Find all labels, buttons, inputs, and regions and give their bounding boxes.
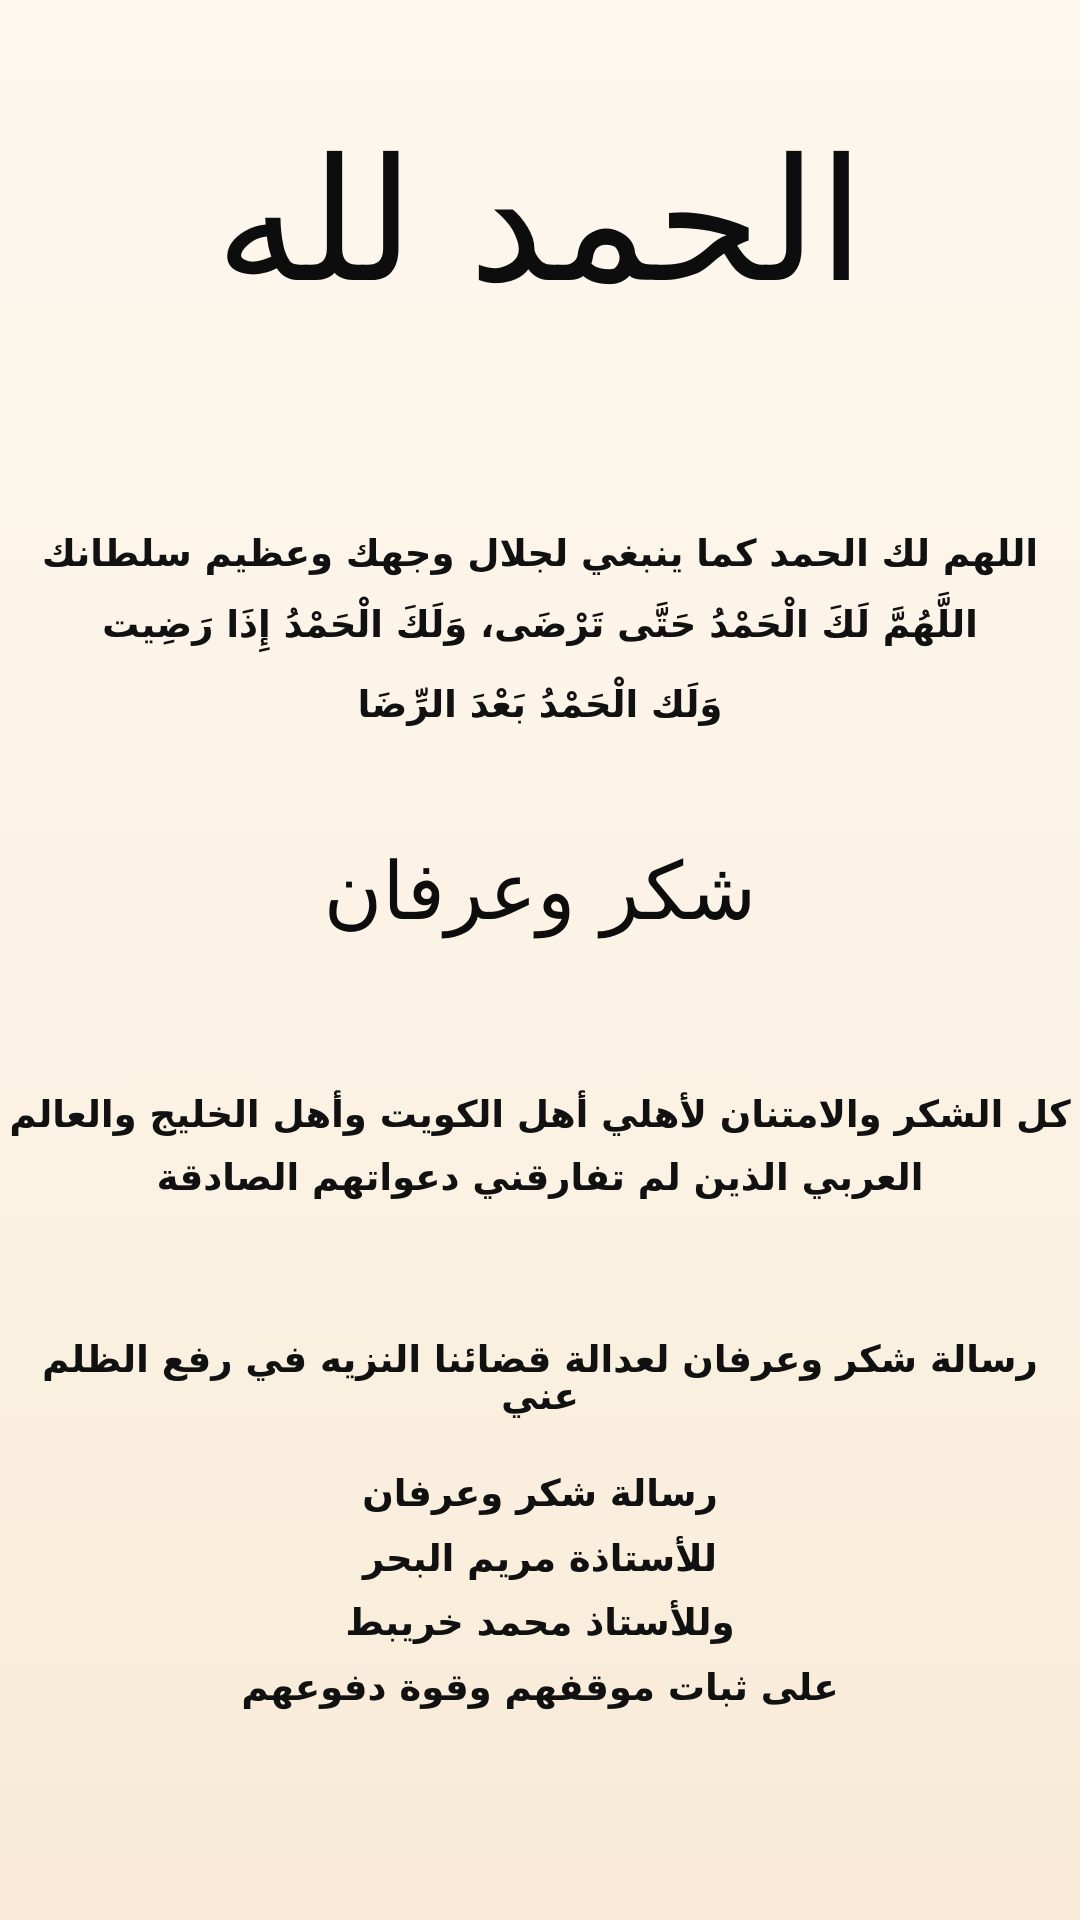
prayer-line-1: اللهم لك الحمد كما ينبغي لجلال وجهك وعظيم سلطانك (41, 532, 1039, 575)
alhamdulillah-calligraphy: الحمد لله (215, 123, 865, 321)
justice-line: رسالة شكر وعرفان لعدالة قضائنا النزيه في رفع الظلم عني (42, 1338, 1038, 1418)
prayer-line-3: وَلَك الْحَمْدُ بَعْدَ الرِّضَا (357, 683, 723, 726)
closing-line-1: رسالة شكر وعرفان (362, 1472, 718, 1515)
shukr-wa-irfan-calligraphy: شكر وعرفان (323, 845, 757, 938)
thanks-line-1: كل الشكر والامتنان لأهلي أهل الكويت وأهل الخليج والعالم (9, 1093, 1071, 1136)
closing-line-3: وللأستاذ محمد خريبط (345, 1601, 735, 1644)
prayer-line-2: اللَّهُمَّ لَكَ الْحَمْدُ حَتَّى تَرْضَى، وَلَكَ الْحَمْدُ إِذَا رَضِيت (102, 603, 978, 646)
thanks-line-2: العربي الذين لم تفارقني دعواتهم الصادقة (156, 1156, 924, 1199)
closing-line-4: على ثبات موقفهم وقوة دفوعهم (241, 1666, 839, 1709)
closing-line-2: للأستاذة مريم البحر (362, 1537, 718, 1580)
